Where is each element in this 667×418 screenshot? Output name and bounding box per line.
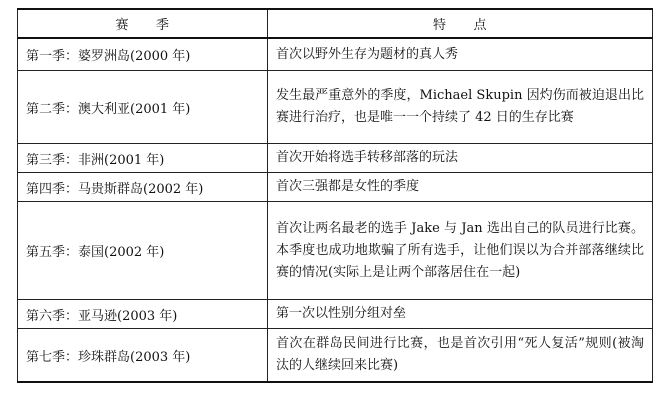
table-row: [18, 173, 653, 202]
feature-cell: 首次以野外生存为题材的真人秀: [268, 38, 653, 71]
table-row: [18, 329, 653, 383]
header-season: 赛 季: [18, 9, 268, 38]
feature-cell: 首次开始将选手转移部落的玩法: [268, 144, 653, 173]
season-cell: 第二季：澳大利亚(2001 年): [18, 71, 268, 144]
table-row: [18, 38, 653, 71]
survivor-seasons-table: [17, 8, 653, 383]
feature-cell: 首次在群岛民间进行比赛，也是首次引用“死人复活”规则(被淘汰的人继续回来比赛): [268, 329, 653, 383]
season-cell: 第七季：珍珠群岛(2003 年): [18, 329, 268, 383]
feature-cell: 首次让两名最老的选手 Jake 与 Jan 选出自己的队员进行比赛。本季度也成功地欺骗了所有选手，让他们误以为合并部落继续比赛的情况(实际上是让两个部落居住在一起): [268, 202, 653, 300]
season-cell: 第四季：马贵斯群岛(2002 年): [18, 173, 268, 202]
header-feature: 特 点: [268, 9, 653, 38]
feature-cell: 首次三强都是女性的季度: [268, 173, 653, 202]
feature-cell: 发生最严重意外的季度，Michael Skupin 因灼伤而被迫退出比赛进行治疗，也是唯一一个持续了 42 日的生存比赛: [268, 71, 653, 144]
table-row: [18, 71, 653, 144]
table-row: [18, 202, 653, 300]
table-row: [18, 300, 653, 329]
table-header-row: [18, 9, 653, 38]
feature-cell: 第一次以性别分组对垒: [268, 300, 653, 329]
season-cell: 第三季：非洲(2001 年): [18, 144, 268, 173]
table-row: [18, 144, 653, 173]
season-cell: 第一季：婆罗洲岛(2000 年): [18, 38, 268, 71]
season-cell: 第六季：亚马逊(2003 年): [18, 300, 268, 329]
season-cell: 第五季：泰国(2002 年): [18, 202, 268, 300]
